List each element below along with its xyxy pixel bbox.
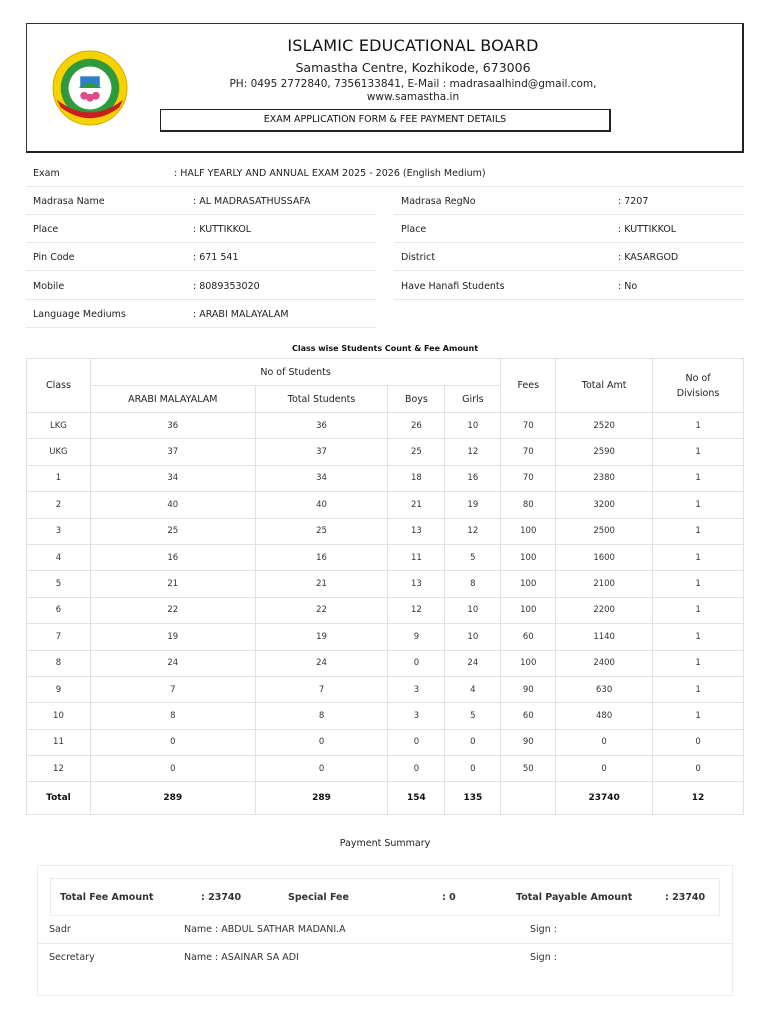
table-row [27, 756, 744, 782]
info-row [26, 272, 376, 300]
header-no-of-students: No of Students [90, 359, 500, 386]
table-cell: 19 [90, 624, 255, 650]
info-value: : No [618, 281, 638, 292]
table-cell: 25 [90, 518, 255, 544]
table-cell: 2 [27, 492, 91, 518]
table-cell: 16 [90, 544, 255, 570]
table-row [27, 703, 744, 729]
table-cell: 10 [27, 703, 91, 729]
table-cell: 70 [501, 413, 556, 439]
table-cell: 2520 [556, 413, 653, 439]
table-cell: 3 [388, 676, 445, 702]
table-cell: 0 [388, 650, 445, 676]
table-cell: 0 [653, 756, 744, 782]
table-cell: 100 [501, 650, 556, 676]
table-row [27, 492, 744, 518]
table-cell: 22 [255, 597, 388, 623]
table-cell: 16 [445, 465, 501, 491]
table-cell: 0 [90, 729, 255, 755]
table-cell: 8 [445, 571, 501, 597]
table-cell: 11 [27, 729, 91, 755]
table-cell: 0 [255, 729, 388, 755]
signatory-name: Name : ABDUL SATHAR MADANI.A [184, 924, 346, 935]
table-cell: 21 [388, 492, 445, 518]
table-cell: 1 [653, 571, 744, 597]
table-cell: 100 [501, 597, 556, 623]
table-row [27, 571, 744, 597]
info-label: Place [33, 224, 59, 235]
exam-row [26, 159, 744, 187]
table-cell: 8 [90, 703, 255, 729]
table-cell: 37 [255, 439, 388, 465]
table-cell: 12 [27, 756, 91, 782]
table-cell: 3 [27, 518, 91, 544]
table-row [27, 676, 744, 702]
table-cell: 34 [90, 465, 255, 491]
table-cell: 0 [556, 756, 653, 782]
table-cell: 2380 [556, 465, 653, 491]
table-cell: 2100 [556, 571, 653, 597]
info-value: : ARABI MALAYALAM [193, 309, 289, 320]
signatory-sign: Sign : [530, 952, 557, 963]
board-title: ISLAMIC EDUCATIONAL BOARD [287, 36, 539, 55]
signatory-role: Sadr [49, 924, 71, 935]
info-row [26, 300, 376, 328]
signatory-role: Secretary [49, 952, 95, 963]
table-cell: 630 [556, 676, 653, 702]
table-cell: 21 [255, 571, 388, 597]
table-cell: UKG [27, 439, 91, 465]
table-row [27, 729, 744, 755]
special-fee-label: Special Fee [288, 892, 349, 903]
fee-table-body [27, 413, 744, 815]
table-row [27, 544, 744, 570]
exam-value: : HALF YEARLY AND ANNUAL EXAM 2025 - 2026 (English Medium) [174, 168, 486, 179]
total-fee-label: Total Fee Amount [60, 892, 154, 903]
table-cell: 0 [556, 729, 653, 755]
table-cell: 0 [90, 756, 255, 782]
table-cell: 7 [255, 676, 388, 702]
table-cell: 36 [90, 413, 255, 439]
table-cell: 5 [27, 571, 91, 597]
table-cell: 80 [501, 492, 556, 518]
table-cell: 9 [27, 676, 91, 702]
table-cell: 8 [27, 650, 91, 676]
table-cell: 19 [445, 492, 501, 518]
table-cell: 24 [90, 650, 255, 676]
info-label: Madrasa RegNo [401, 196, 476, 207]
board-seal-logo [51, 49, 129, 127]
table-cell: 12 [445, 518, 501, 544]
table-cell: 1600 [556, 544, 653, 570]
board-contact [157, 78, 669, 104]
table-cell: 3 [388, 703, 445, 729]
header-total-amt: Total Amt [556, 359, 653, 413]
table-cell: 1 [653, 676, 744, 702]
table-row [27, 597, 744, 623]
table-cell: 6 [27, 597, 91, 623]
table-cell: 70 [501, 465, 556, 491]
table-cell: 1 [653, 650, 744, 676]
table-cell: 70 [501, 439, 556, 465]
header-divisions [653, 359, 744, 413]
table-cell: 25 [388, 439, 445, 465]
signatory-sign: Sign : [530, 924, 557, 935]
contact-line-1: PH: 0495 2772840, 7356133841, E-Mail : madrasaalhind@gmail.com, [229, 78, 597, 90]
table-row [27, 650, 744, 676]
table-cell: 11 [388, 544, 445, 570]
fee-table [26, 358, 744, 815]
info-label: Pin Code [33, 252, 75, 263]
table-cell: 10 [445, 624, 501, 650]
info-row [394, 187, 744, 215]
info-value: : AL MADRASATHUSSAFA [193, 196, 311, 207]
table-cell: 2500 [556, 518, 653, 544]
table-cell: 2400 [556, 650, 653, 676]
table-row [27, 518, 744, 544]
table-cell: 0 [653, 729, 744, 755]
table-cell: 1 [653, 518, 744, 544]
table-cell: 9 [388, 624, 445, 650]
info-row [394, 272, 744, 300]
table-cell: 1 [653, 465, 744, 491]
table-cell: 7 [27, 624, 91, 650]
info-row [394, 243, 744, 271]
table-cell: 3200 [556, 492, 653, 518]
signatory-row-secretary [38, 944, 732, 972]
table-cell: 4 [445, 676, 501, 702]
table-cell: 34 [255, 465, 388, 491]
table-cell: 0 [445, 729, 501, 755]
table-cell: 40 [255, 492, 388, 518]
table-cell: 1 [653, 544, 744, 570]
info-row [26, 243, 376, 271]
header-divisions-line2: Divisions [676, 387, 720, 399]
table-cell: 21 [90, 571, 255, 597]
table-cell: LKG [27, 413, 91, 439]
table-cell: 10 [445, 597, 501, 623]
table-row [27, 439, 744, 465]
total-cell [501, 782, 556, 815]
table-cell: 18 [388, 465, 445, 491]
table-cell: 1 [653, 597, 744, 623]
signatory-row-sadr [38, 916, 732, 944]
table-cell: 22 [90, 597, 255, 623]
header-total-students: Total Students [255, 386, 388, 413]
table-row [27, 624, 744, 650]
header-girls: Girls [445, 386, 501, 413]
table-cell: 100 [501, 544, 556, 570]
table-cell: 100 [501, 518, 556, 544]
table-cell: 60 [501, 703, 556, 729]
info-label: Place [401, 224, 427, 235]
header-class: Class [27, 359, 91, 413]
info-label: District [401, 252, 436, 263]
table-cell: 1 [653, 703, 744, 729]
board-address: Samastha Centre, Kozhikode, 673006 [295, 60, 531, 75]
letterhead [26, 23, 744, 153]
table-cell: 0 [388, 729, 445, 755]
header-divisions-line1: No of [685, 372, 711, 384]
info-value: : KASARGOD [618, 252, 679, 263]
fee-table-title: Class wise Students Count & Fee Amount [291, 344, 479, 353]
info-label: Language Mediums [33, 309, 126, 320]
total-payable-label: Total Payable Amount [516, 892, 633, 903]
table-cell: 1 [653, 439, 744, 465]
table-cell: 1 [653, 624, 744, 650]
table-cell: 90 [501, 729, 556, 755]
table-cell: 25 [255, 518, 388, 544]
exam-label: Exam [33, 168, 60, 179]
table-cell: 10 [445, 413, 501, 439]
total-cell: 289 [90, 782, 255, 815]
info-value: : 8089353020 [193, 281, 260, 292]
table-cell: 100 [501, 571, 556, 597]
table-cell: 50 [501, 756, 556, 782]
table-cell: 4 [27, 544, 91, 570]
info-label: Madrasa Name [33, 196, 105, 207]
header-fees: Fees [501, 359, 556, 413]
table-cell: 2200 [556, 597, 653, 623]
table-cell: 37 [90, 439, 255, 465]
table-cell: 40 [90, 492, 255, 518]
info-value: : 7207 [618, 196, 649, 207]
contact-line-2: www.samastha.in [366, 91, 460, 103]
table-cell: 12 [445, 439, 501, 465]
table-total-row [27, 782, 744, 815]
table-cell: 19 [255, 624, 388, 650]
total-cell: 154 [388, 782, 445, 815]
total-fee-value: : 23740 [201, 892, 242, 903]
table-cell: 5 [445, 544, 501, 570]
info-label: Have Hanafi Students [401, 281, 505, 292]
table-row [27, 413, 744, 439]
table-cell: 13 [388, 518, 445, 544]
table-cell: 1140 [556, 624, 653, 650]
table-cell: 26 [388, 413, 445, 439]
total-cell: 135 [445, 782, 501, 815]
info-row [26, 215, 376, 243]
form-title: EXAM APPLICATION FORM & FEE PAYMENT DETAILS [160, 109, 611, 132]
table-row [27, 465, 744, 491]
special-fee-value: : 0 [442, 892, 456, 903]
table-cell: 0 [445, 756, 501, 782]
table-cell: 0 [388, 756, 445, 782]
payment-summary-box [37, 865, 733, 996]
info-value: : 671 541 [193, 252, 239, 263]
table-cell: 90 [501, 676, 556, 702]
payment-totals [50, 878, 720, 916]
total-cell: 289 [255, 782, 388, 815]
table-cell: 24 [255, 650, 388, 676]
table-cell: 1 [27, 465, 91, 491]
table-cell: 480 [556, 703, 653, 729]
table-cell: 13 [388, 571, 445, 597]
table-cell: 1 [653, 413, 744, 439]
table-cell: 60 [501, 624, 556, 650]
total-cell: Total [27, 782, 91, 815]
total-cell: 12 [653, 782, 744, 815]
info-label: Mobile [33, 281, 65, 292]
table-cell: 24 [445, 650, 501, 676]
info-row [394, 215, 744, 243]
table-cell: 5 [445, 703, 501, 729]
table-cell: 12 [388, 597, 445, 623]
total-payable-value: : 23740 [665, 892, 706, 903]
table-cell: 1 [653, 492, 744, 518]
info-value: : KUTTIKKOL [618, 224, 677, 235]
signatory-name: Name : ASAINAR SA ADI [184, 952, 299, 963]
table-cell: 8 [255, 703, 388, 729]
header-medium: ARABI MALAYALAM [90, 386, 255, 413]
table-cell: 16 [255, 544, 388, 570]
table-cell: 0 [255, 756, 388, 782]
total-cell: 23740 [556, 782, 653, 815]
payment-summary-title: Payment Summary [339, 838, 431, 849]
table-cell: 36 [255, 413, 388, 439]
table-cell: 7 [90, 676, 255, 702]
header-boys: Boys [388, 386, 445, 413]
table-cell: 2590 [556, 439, 653, 465]
info-value: : KUTTIKKOL [193, 224, 252, 235]
info-row [26, 187, 376, 215]
